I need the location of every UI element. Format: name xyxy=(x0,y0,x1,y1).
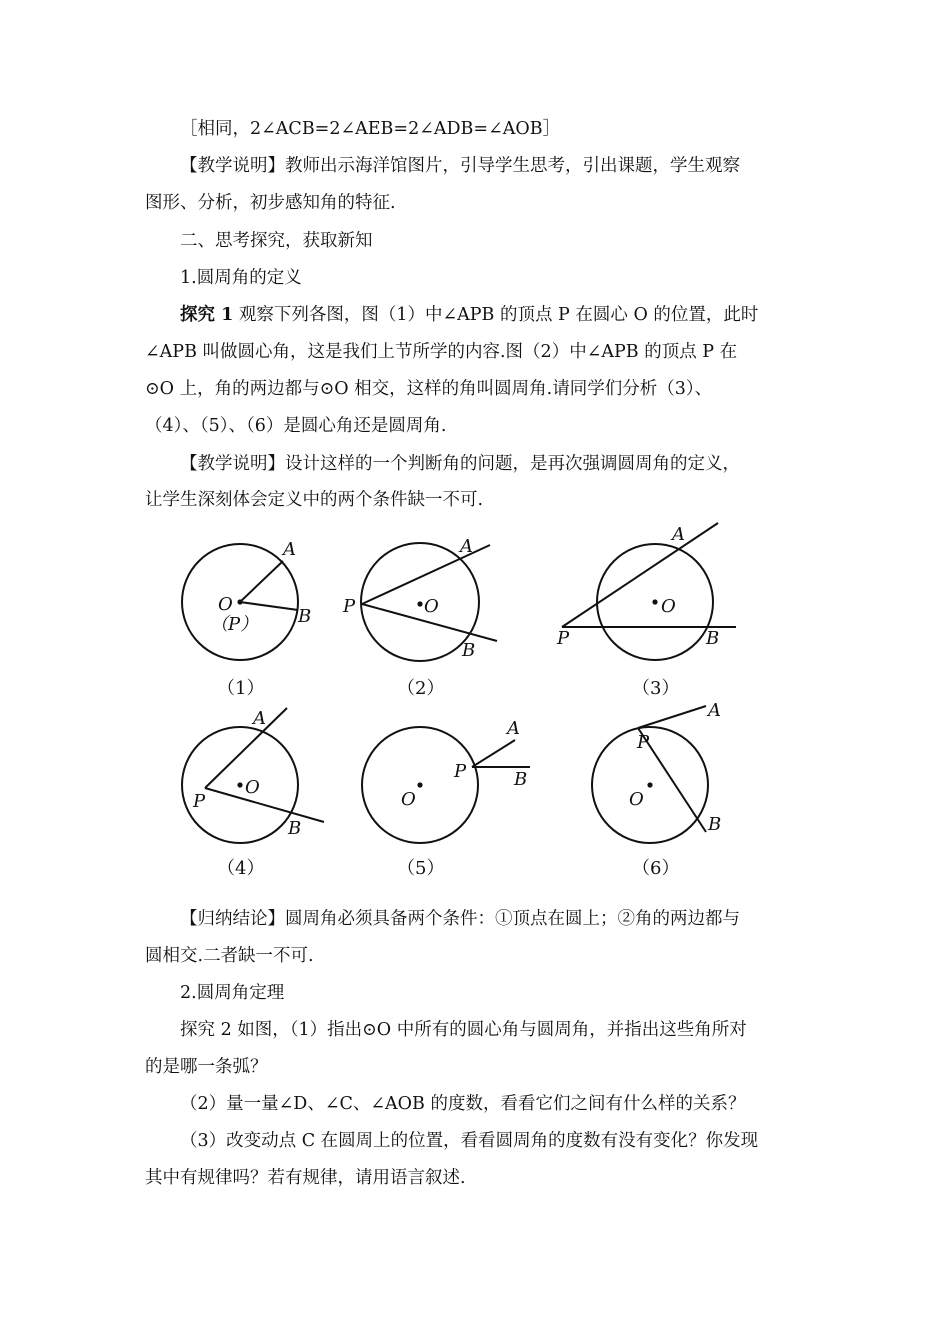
teaching-note-2-cont: 让学生深刻体会定义中的两个条件缺一不可. xyxy=(145,490,484,510)
conclusion-line-1: 【归纳结论】圆周角必须具备两个条件：①顶点在圆上；②角的两边都与 xyxy=(180,909,740,929)
fig5-label-b: B xyxy=(514,769,528,790)
fig2-label-p: P xyxy=(343,596,356,617)
fig1-label-a: A xyxy=(283,539,296,560)
explore-1-line-4: （4）、（5）、（6）是圆心角还是圆周角. xyxy=(145,416,447,436)
fig3-label-a: A xyxy=(672,524,685,545)
fig5-label-a: A xyxy=(507,718,520,739)
fig2-label-a: A xyxy=(460,536,473,557)
fig2-label-b: B xyxy=(462,640,476,661)
explore-2-q3-cont: 其中有规律吗？若有规律，请用语言叙述. xyxy=(145,1168,466,1188)
fig1-center-dot xyxy=(237,599,242,604)
fig1-caption: （1） xyxy=(217,678,265,699)
fig1-label-b: B xyxy=(298,606,312,627)
fig3-ray-a xyxy=(562,523,718,627)
fig4-ray-b xyxy=(205,788,324,822)
fig4-label-p: P xyxy=(193,791,206,812)
fig3-caption: （3） xyxy=(632,678,680,699)
explore-2-q2: （2）量一量∠D、∠C、∠AOB 的度数，看看它们之间有什么样的关系？ xyxy=(180,1094,746,1114)
fig6-label-b: B xyxy=(708,814,722,835)
fig5-label-p: P xyxy=(454,761,467,782)
fig4-ray-a xyxy=(205,708,287,788)
fig5-label-o: O xyxy=(401,789,416,810)
fig5-ray-a xyxy=(472,740,515,767)
fig2-center-dot xyxy=(417,601,422,606)
fig4-label-a: A xyxy=(253,708,266,729)
fig6-label-o: O xyxy=(629,789,644,810)
teaching-note-1-cont: 图形、分析，初步感知角的特征. xyxy=(145,193,396,213)
explore-1-line-2: ∠APB 叫做圆心角，这是我们上节所学的内容.图（2）中∠APB 的顶点 P 在 xyxy=(145,342,738,362)
section-heading-2: 二、思考探究，获取新知 xyxy=(180,231,373,251)
fig1-label-o: O xyxy=(218,594,233,615)
conclusion-line-2: 圆相交.二者缺一不可. xyxy=(145,946,314,966)
fig6-center-dot xyxy=(647,782,652,787)
teaching-note-1: 【教学说明】教师出示海洋馆图片，引导学生思考，引出课题，学生观察 xyxy=(180,156,740,176)
subsection-heading-2: 2.圆周角定理 xyxy=(180,983,285,1003)
explore-2-q3: （3）改变动点 C 在圆周上的位置，看看圆周角的度数有没有变化？你发现 xyxy=(180,1131,759,1151)
bracket-answer-line: ［相同，2∠ACB=2∠AEB=2∠ADB=∠AOB］ xyxy=(180,119,561,139)
fig6-ray-a xyxy=(638,706,706,728)
subsection-heading-1: 1.圆周角的定义 xyxy=(180,268,302,288)
fig5-caption: （5） xyxy=(397,858,445,879)
fig4-center-dot xyxy=(237,782,242,787)
explore-2-line-2: 的是哪一条弧？ xyxy=(145,1057,268,1077)
fig1-label-p: （P） xyxy=(210,614,259,635)
fig1-ray-a xyxy=(240,561,283,602)
teaching-note-2: 【教学说明】设计这样的一个判断角的问题，是再次强调圆周角的定义， xyxy=(180,454,740,474)
explore-1-text: 观察下列各图，图（1）中∠APB 的顶点 P 在圆心 O 的位置，此时 xyxy=(233,305,759,325)
fig4-label-b: B xyxy=(288,818,302,839)
explore-2-line-1: 探究 2 如图，（1）指出⊙O 中所有的圆心角与圆周角，并指出这些角所对 xyxy=(180,1020,747,1040)
fig2-label-o: O xyxy=(424,596,439,617)
fig1-ray-b xyxy=(240,602,298,610)
explore-1-line-3: ⊙O 上，角的两边都与⊙O 相交，这样的角叫圆周角.请同学们分析（3）、 xyxy=(145,379,713,399)
fig6-caption: （6） xyxy=(632,858,680,879)
fig5-center-dot xyxy=(417,782,422,787)
fig2-caption: （2） xyxy=(397,678,445,699)
fig6-label-a: A xyxy=(708,700,721,721)
fig6-label-p: P xyxy=(637,732,650,753)
explore-1-label: 探究 1 xyxy=(180,305,234,325)
fig4-label-o: O xyxy=(245,777,260,798)
fig4-caption: （4） xyxy=(217,858,265,879)
fig3-label-p: P xyxy=(557,628,570,649)
fig3-center-dot xyxy=(652,599,657,604)
fig3-label-b: B xyxy=(706,628,720,649)
fig3-label-o: O xyxy=(661,596,676,617)
